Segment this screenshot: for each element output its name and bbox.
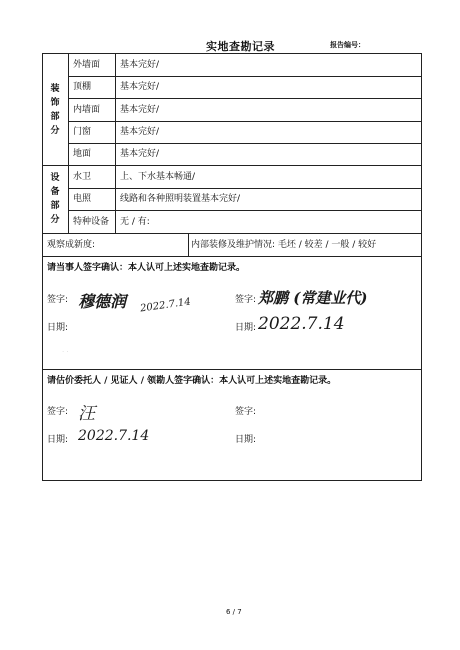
row-value-doors-windows: 基本完好/ <box>120 127 160 137</box>
party-confirm-statement: 请当事人签字确认：本人认可上述实地查勘记录。 <box>47 263 246 273</box>
column-divider <box>68 53 69 233</box>
appraiser-signature-left: 汪 <box>78 404 95 424</box>
column-divider <box>188 233 189 256</box>
report-number-label: 报告编号： <box>330 41 365 49</box>
section-divider <box>42 256 422 257</box>
party-signature-right: 郑鹏 (常建业代) <box>258 289 368 307</box>
party-date-label-left: 日期: <box>47 323 69 333</box>
appraiser-confirm-statement: 请估价委托人 / 见证人 / 领勘人签字确认：本人认可上述实地查勘记录。 <box>47 376 337 386</box>
row-divider <box>68 98 422 99</box>
row-label-exterior-wall: 外墙面 <box>73 60 101 70</box>
maintenance-condition-label: 内部装修及维护情况: 毛坯 / 较差 / 一般 / 较好 <box>191 240 377 250</box>
row-label-ceiling: 顶棚 <box>73 82 92 92</box>
party-sign-label-right: 签字: <box>235 295 257 305</box>
faint-mark: · · <box>62 348 69 356</box>
row-value-ceiling: 基本完好/ <box>120 82 160 92</box>
row-value-interior-wall: 基本完好/ <box>120 105 160 115</box>
appraiser-sign-label-left: 签字: <box>47 407 69 417</box>
appraiser-date-label-left: 日期: <box>47 435 69 445</box>
appraiser-date-label-right: 日期: <box>235 435 257 445</box>
row-label-special-equipment: 特种设备 <box>73 217 110 227</box>
row-label-floor: 地面 <box>73 149 92 159</box>
party-signature-left-date: 2022.7.14 <box>139 296 192 315</box>
equipment-section-label: 设备部分 <box>50 173 60 225</box>
row-value-special-equipment: 无 / 有: <box>120 217 150 227</box>
section-divider <box>42 369 422 370</box>
column-divider <box>115 53 116 233</box>
row-value-plumbing: 上、下水基本畅通/ <box>120 172 196 182</box>
row-divider <box>68 143 422 144</box>
section-divider <box>42 165 422 166</box>
row-label-plumbing: 水卫 <box>73 172 92 182</box>
row-value-exterior-wall: 基本完好/ <box>120 60 160 70</box>
document-title: 实地查勘记录 <box>206 40 275 53</box>
row-divider <box>68 210 422 211</box>
page-number: 6 / 7 <box>226 608 242 616</box>
party-date-right: 2022.7.14 <box>258 314 345 334</box>
section-divider <box>42 233 422 234</box>
row-label-electrical: 电照 <box>73 194 92 204</box>
party-signature-left: 穆德润 <box>78 292 127 311</box>
appraiser-date-left: 2022.7.14 <box>78 428 150 444</box>
party-date-label-right: 日期: <box>235 323 257 333</box>
row-divider <box>68 76 422 77</box>
appraiser-sign-label-right: 签字: <box>235 407 257 417</box>
row-divider <box>68 188 422 189</box>
party-sign-label-left: 签字: <box>47 295 69 305</box>
row-label-interior-wall: 内墙面 <box>73 105 101 115</box>
decoration-section-label: 装饰部分 <box>50 84 60 136</box>
row-divider <box>68 121 422 122</box>
newness-label: 观察成新度: <box>47 240 96 250</box>
row-value-floor: 基本完好/ <box>120 149 160 159</box>
row-label-doors-windows: 门窗 <box>73 127 92 137</box>
row-value-electrical: 线路和各种照明装置基本完好/ <box>120 194 241 204</box>
